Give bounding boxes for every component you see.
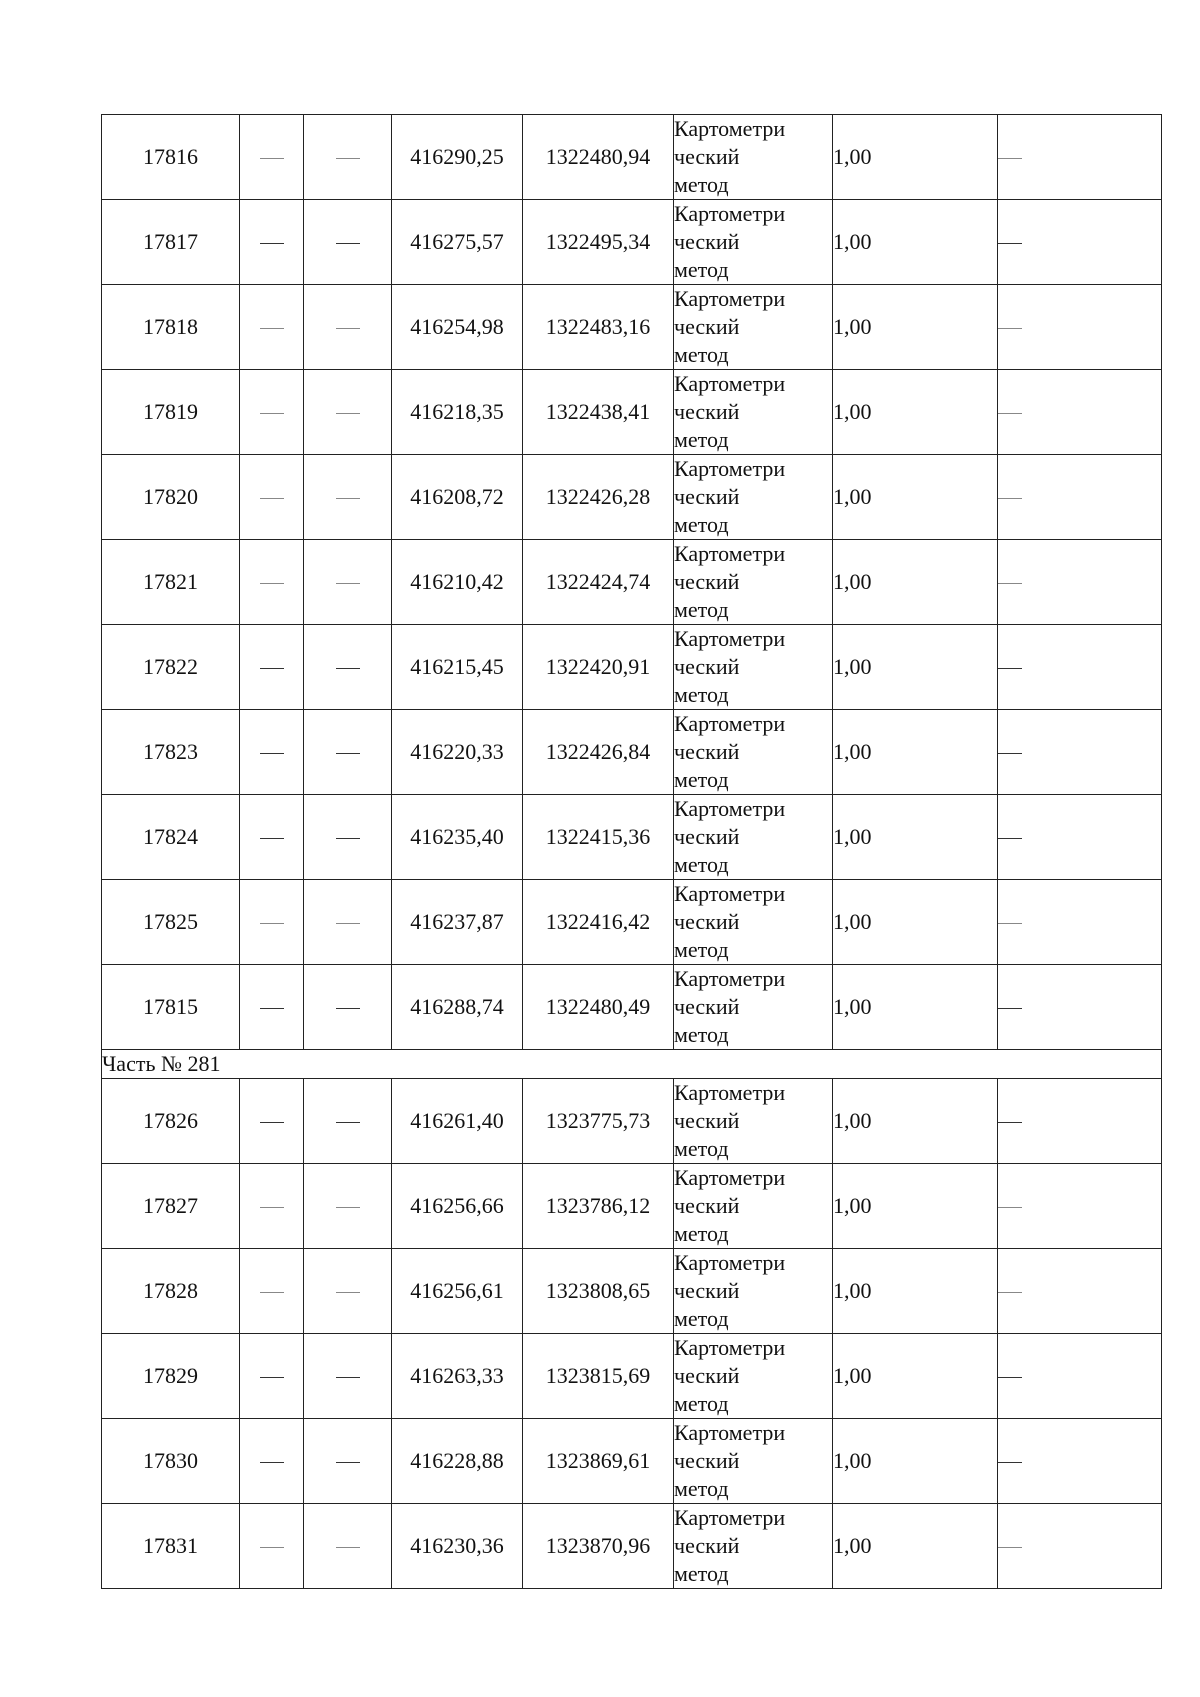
table-row <box>102 1079 1162 1164</box>
table-row <box>102 285 1162 370</box>
method-line: ческий <box>674 1278 740 1303</box>
method-line: Картометри <box>674 201 786 226</box>
dash-cell-2 <box>304 1249 392 1334</box>
method-line: ческий <box>674 1108 740 1133</box>
description-cell <box>998 1249 1162 1334</box>
em-dash <box>998 1462 1022 1463</box>
method-line: метод <box>674 682 729 707</box>
method-line: Картометри <box>674 626 786 651</box>
em-dash <box>336 1122 360 1123</box>
method-line: метод <box>674 427 729 452</box>
dash-cell-1 <box>240 115 304 200</box>
point-number-cell: 17826 <box>102 1079 240 1164</box>
accuracy-cell: 1,00 <box>833 965 998 1050</box>
method-line: Картометри <box>674 1420 786 1445</box>
x-coordinate-cell: 416288,74 <box>392 965 523 1050</box>
method-line: ческий <box>674 484 740 509</box>
method-cell <box>674 285 833 370</box>
accuracy-cell: 1,00 <box>833 1419 998 1504</box>
em-dash <box>260 1462 284 1463</box>
description-cell <box>998 200 1162 285</box>
point-number-cell: 17821 <box>102 540 240 625</box>
table-row <box>102 1249 1162 1334</box>
x-coordinate-cell: 416215,45 <box>392 625 523 710</box>
accuracy-cell: 1,00 <box>833 455 998 540</box>
method-line: Картометри <box>674 881 786 906</box>
y-coordinate-cell: 1322426,84 <box>523 710 674 795</box>
dash-cell-2 <box>304 540 392 625</box>
table-row <box>102 1419 1162 1504</box>
method-line: ческий <box>674 144 740 169</box>
em-dash <box>998 1008 1022 1009</box>
method-line: ческий <box>674 1193 740 1218</box>
dash-cell-1 <box>240 1249 304 1334</box>
em-dash <box>998 583 1022 584</box>
em-dash <box>336 158 360 159</box>
accuracy-cell: 1,00 <box>833 540 998 625</box>
em-dash <box>336 583 360 584</box>
table-row <box>102 625 1162 710</box>
x-coordinate-cell: 416275,57 <box>392 200 523 285</box>
x-coordinate-cell: 416256,61 <box>392 1249 523 1334</box>
method-line: Картометри <box>674 711 786 736</box>
em-dash <box>336 923 360 924</box>
y-coordinate-cell: 1322438,41 <box>523 370 674 455</box>
method-line: Картометри <box>674 541 786 566</box>
em-dash <box>336 1462 360 1463</box>
em-dash <box>998 838 1022 839</box>
dash-cell-1 <box>240 965 304 1050</box>
em-dash <box>336 838 360 839</box>
table-row <box>102 795 1162 880</box>
em-dash <box>998 1122 1022 1123</box>
method-line: метод <box>674 1022 729 1047</box>
em-dash <box>336 243 360 244</box>
em-dash <box>260 838 284 839</box>
em-dash <box>260 158 284 159</box>
table-row <box>102 710 1162 795</box>
method-cell <box>674 455 833 540</box>
method-line: Картометри <box>674 966 786 991</box>
point-number-cell: 17827 <box>102 1164 240 1249</box>
description-cell <box>998 795 1162 880</box>
dash-cell-1 <box>240 1419 304 1504</box>
method-line: Картометри <box>674 1335 786 1360</box>
method-line: ческий <box>674 739 740 764</box>
section-label: Часть № 281 <box>102 1050 1162 1079</box>
em-dash <box>336 413 360 414</box>
description-cell <box>998 965 1162 1050</box>
dash-cell-1 <box>240 1164 304 1249</box>
table-row <box>102 200 1162 285</box>
y-coordinate-cell: 1322424,74 <box>523 540 674 625</box>
em-dash <box>260 668 284 669</box>
em-dash <box>336 1292 360 1293</box>
method-line: метод <box>674 1221 729 1246</box>
dash-cell-1 <box>240 1504 304 1589</box>
point-number-cell: 17815 <box>102 965 240 1050</box>
dash-cell-2 <box>304 115 392 200</box>
method-cell <box>674 540 833 625</box>
method-line: Картометри <box>674 116 786 141</box>
method-line: метод <box>674 1391 729 1416</box>
em-dash <box>260 1207 284 1208</box>
method-cell <box>674 710 833 795</box>
method-line: ческий <box>674 994 740 1019</box>
method-cell <box>674 1079 833 1164</box>
dash-cell-2 <box>304 965 392 1050</box>
table-row <box>102 965 1162 1050</box>
point-number-cell: 17831 <box>102 1504 240 1589</box>
y-coordinate-cell: 1322483,16 <box>523 285 674 370</box>
y-coordinate-cell: 1322416,42 <box>523 880 674 965</box>
method-line: ческий <box>674 1448 740 1473</box>
accuracy-cell: 1,00 <box>833 200 998 285</box>
method-cell <box>674 1164 833 1249</box>
y-coordinate-cell: 1323775,73 <box>523 1079 674 1164</box>
description-cell <box>998 540 1162 625</box>
x-coordinate-cell: 416256,66 <box>392 1164 523 1249</box>
em-dash <box>260 583 284 584</box>
dash-cell-1 <box>240 625 304 710</box>
dash-cell-1 <box>240 540 304 625</box>
method-line: метод <box>674 597 729 622</box>
point-number-cell: 17823 <box>102 710 240 795</box>
em-dash <box>998 1547 1022 1548</box>
em-dash <box>998 243 1022 244</box>
method-line: Картометри <box>674 1165 786 1190</box>
method-line: Картометри <box>674 796 786 821</box>
point-number-cell: 17829 <box>102 1334 240 1419</box>
em-dash <box>998 1207 1022 1208</box>
accuracy-cell: 1,00 <box>833 710 998 795</box>
y-coordinate-cell: 1322480,94 <box>523 115 674 200</box>
em-dash <box>260 1008 284 1009</box>
em-dash <box>260 328 284 329</box>
method-line: ческий <box>674 824 740 849</box>
dash-cell-2 <box>304 880 392 965</box>
em-dash <box>260 753 284 754</box>
em-dash <box>260 1377 284 1378</box>
method-cell <box>674 370 833 455</box>
table-row <box>102 1504 1162 1589</box>
method-line: метод <box>674 1476 729 1501</box>
em-dash <box>336 1547 360 1548</box>
table-row <box>102 1164 1162 1249</box>
description-cell <box>998 1079 1162 1164</box>
method-line: метод <box>674 512 729 537</box>
method-line: ческий <box>674 1363 740 1388</box>
x-coordinate-cell: 416254,98 <box>392 285 523 370</box>
dash-cell-1 <box>240 1079 304 1164</box>
point-number-cell: 17819 <box>102 370 240 455</box>
em-dash <box>998 668 1022 669</box>
method-line: Картометри <box>674 1080 786 1105</box>
method-cell <box>674 1249 833 1334</box>
method-line: ческий <box>674 654 740 679</box>
em-dash <box>336 668 360 669</box>
y-coordinate-cell: 1322426,28 <box>523 455 674 540</box>
method-cell <box>674 965 833 1050</box>
em-dash <box>260 498 284 499</box>
point-number-cell: 17830 <box>102 1419 240 1504</box>
dash-cell-2 <box>304 710 392 795</box>
dash-cell-1 <box>240 455 304 540</box>
dash-cell-2 <box>304 1504 392 1589</box>
accuracy-cell: 1,00 <box>833 1249 998 1334</box>
em-dash <box>998 413 1022 414</box>
method-line: ческий <box>674 229 740 254</box>
dash-cell-1 <box>240 1334 304 1419</box>
point-number-cell: 17824 <box>102 795 240 880</box>
method-cell <box>674 115 833 200</box>
y-coordinate-cell: 1323815,69 <box>523 1334 674 1419</box>
point-number-cell: 17817 <box>102 200 240 285</box>
method-cell <box>674 1334 833 1419</box>
method-line: метод <box>674 1136 729 1161</box>
method-line: Картометри <box>674 286 786 311</box>
accuracy-cell: 1,00 <box>833 625 998 710</box>
description-cell <box>998 1334 1162 1419</box>
dash-cell-2 <box>304 1079 392 1164</box>
method-line: ческий <box>674 314 740 339</box>
dash-cell-1 <box>240 795 304 880</box>
coordinates-table <box>101 114 1162 1589</box>
method-line: метод <box>674 1306 729 1331</box>
description-cell <box>998 1504 1162 1589</box>
description-cell <box>998 710 1162 795</box>
x-coordinate-cell: 416228,88 <box>392 1419 523 1504</box>
em-dash <box>998 1377 1022 1378</box>
em-dash <box>336 1207 360 1208</box>
x-coordinate-cell: 416261,40 <box>392 1079 523 1164</box>
method-line: метод <box>674 852 729 877</box>
y-coordinate-cell: 1323870,96 <box>523 1504 674 1589</box>
method-line: ческий <box>674 569 740 594</box>
dash-cell-2 <box>304 285 392 370</box>
method-line: Картометри <box>674 1505 786 1530</box>
description-cell <box>998 455 1162 540</box>
y-coordinate-cell: 1322495,34 <box>523 200 674 285</box>
accuracy-cell: 1,00 <box>833 795 998 880</box>
y-coordinate-cell: 1322420,91 <box>523 625 674 710</box>
dash-cell-1 <box>240 710 304 795</box>
section-header-row <box>102 1050 1162 1079</box>
accuracy-cell: 1,00 <box>833 1164 998 1249</box>
table-row <box>102 880 1162 965</box>
method-line: Картометри <box>674 371 786 396</box>
em-dash <box>260 923 284 924</box>
em-dash <box>998 328 1022 329</box>
accuracy-cell: 1,00 <box>833 1079 998 1164</box>
dash-cell-1 <box>240 370 304 455</box>
em-dash <box>998 923 1022 924</box>
y-coordinate-cell: 1323869,61 <box>523 1419 674 1504</box>
em-dash <box>336 1008 360 1009</box>
method-line: ческий <box>674 1533 740 1558</box>
dash-cell-2 <box>304 625 392 710</box>
y-coordinate-cell: 1322415,36 <box>523 795 674 880</box>
dash-cell-2 <box>304 455 392 540</box>
accuracy-cell: 1,00 <box>833 370 998 455</box>
x-coordinate-cell: 416220,33 <box>392 710 523 795</box>
x-coordinate-cell: 416218,35 <box>392 370 523 455</box>
table-row <box>102 370 1162 455</box>
point-number-cell: 17828 <box>102 1249 240 1334</box>
y-coordinate-cell: 1322480,49 <box>523 965 674 1050</box>
table-row <box>102 540 1162 625</box>
accuracy-cell: 1,00 <box>833 880 998 965</box>
method-line: метод <box>674 937 729 962</box>
description-cell <box>998 1164 1162 1249</box>
em-dash <box>998 158 1022 159</box>
x-coordinate-cell: 416290,25 <box>392 115 523 200</box>
table-row <box>102 115 1162 200</box>
point-number-cell: 17825 <box>102 880 240 965</box>
em-dash <box>998 753 1022 754</box>
y-coordinate-cell: 1323786,12 <box>523 1164 674 1249</box>
description-cell <box>998 115 1162 200</box>
dash-cell-2 <box>304 1419 392 1504</box>
em-dash <box>336 753 360 754</box>
table-row <box>102 455 1162 540</box>
x-coordinate-cell: 416208,72 <box>392 455 523 540</box>
description-cell <box>998 370 1162 455</box>
method-cell <box>674 1419 833 1504</box>
dash-cell-2 <box>304 370 392 455</box>
point-number-cell: 17818 <box>102 285 240 370</box>
method-cell <box>674 200 833 285</box>
point-number-cell: 17820 <box>102 455 240 540</box>
em-dash <box>336 328 360 329</box>
em-dash <box>260 1547 284 1548</box>
dash-cell-1 <box>240 285 304 370</box>
dash-cell-2 <box>304 1164 392 1249</box>
x-coordinate-cell: 416263,33 <box>392 1334 523 1419</box>
method-cell <box>674 1504 833 1589</box>
x-coordinate-cell: 416230,36 <box>392 1504 523 1589</box>
y-coordinate-cell: 1323808,65 <box>523 1249 674 1334</box>
x-coordinate-cell: 416210,42 <box>392 540 523 625</box>
description-cell <box>998 285 1162 370</box>
method-cell <box>674 625 833 710</box>
dash-cell-2 <box>304 1334 392 1419</box>
accuracy-cell: 1,00 <box>833 1504 998 1589</box>
table-row <box>102 1334 1162 1419</box>
dash-cell-1 <box>240 880 304 965</box>
x-coordinate-cell: 416235,40 <box>392 795 523 880</box>
em-dash <box>260 243 284 244</box>
method-line: Картометри <box>674 1250 786 1275</box>
dash-cell-2 <box>304 795 392 880</box>
method-line: метод <box>674 172 729 197</box>
description-cell <box>998 880 1162 965</box>
dash-cell-1 <box>240 200 304 285</box>
method-cell <box>674 795 833 880</box>
description-cell <box>998 1419 1162 1504</box>
point-number-cell: 17816 <box>102 115 240 200</box>
dash-cell-2 <box>304 200 392 285</box>
method-cell <box>674 880 833 965</box>
accuracy-cell: 1,00 <box>833 1334 998 1419</box>
em-dash <box>998 498 1022 499</box>
method-line: метод <box>674 342 729 367</box>
method-line: ческий <box>674 399 740 424</box>
em-dash <box>260 1122 284 1123</box>
accuracy-cell: 1,00 <box>833 115 998 200</box>
method-line: ческий <box>674 909 740 934</box>
em-dash <box>336 498 360 499</box>
method-line: метод <box>674 767 729 792</box>
method-line: метод <box>674 1561 729 1586</box>
em-dash <box>336 1377 360 1378</box>
em-dash <box>998 1292 1022 1293</box>
x-coordinate-cell: 416237,87 <box>392 880 523 965</box>
method-line: Картометри <box>674 456 786 481</box>
method-line: метод <box>674 257 729 282</box>
em-dash <box>260 1292 284 1293</box>
accuracy-cell: 1,00 <box>833 285 998 370</box>
description-cell <box>998 625 1162 710</box>
point-number-cell: 17822 <box>102 625 240 710</box>
em-dash <box>260 413 284 414</box>
